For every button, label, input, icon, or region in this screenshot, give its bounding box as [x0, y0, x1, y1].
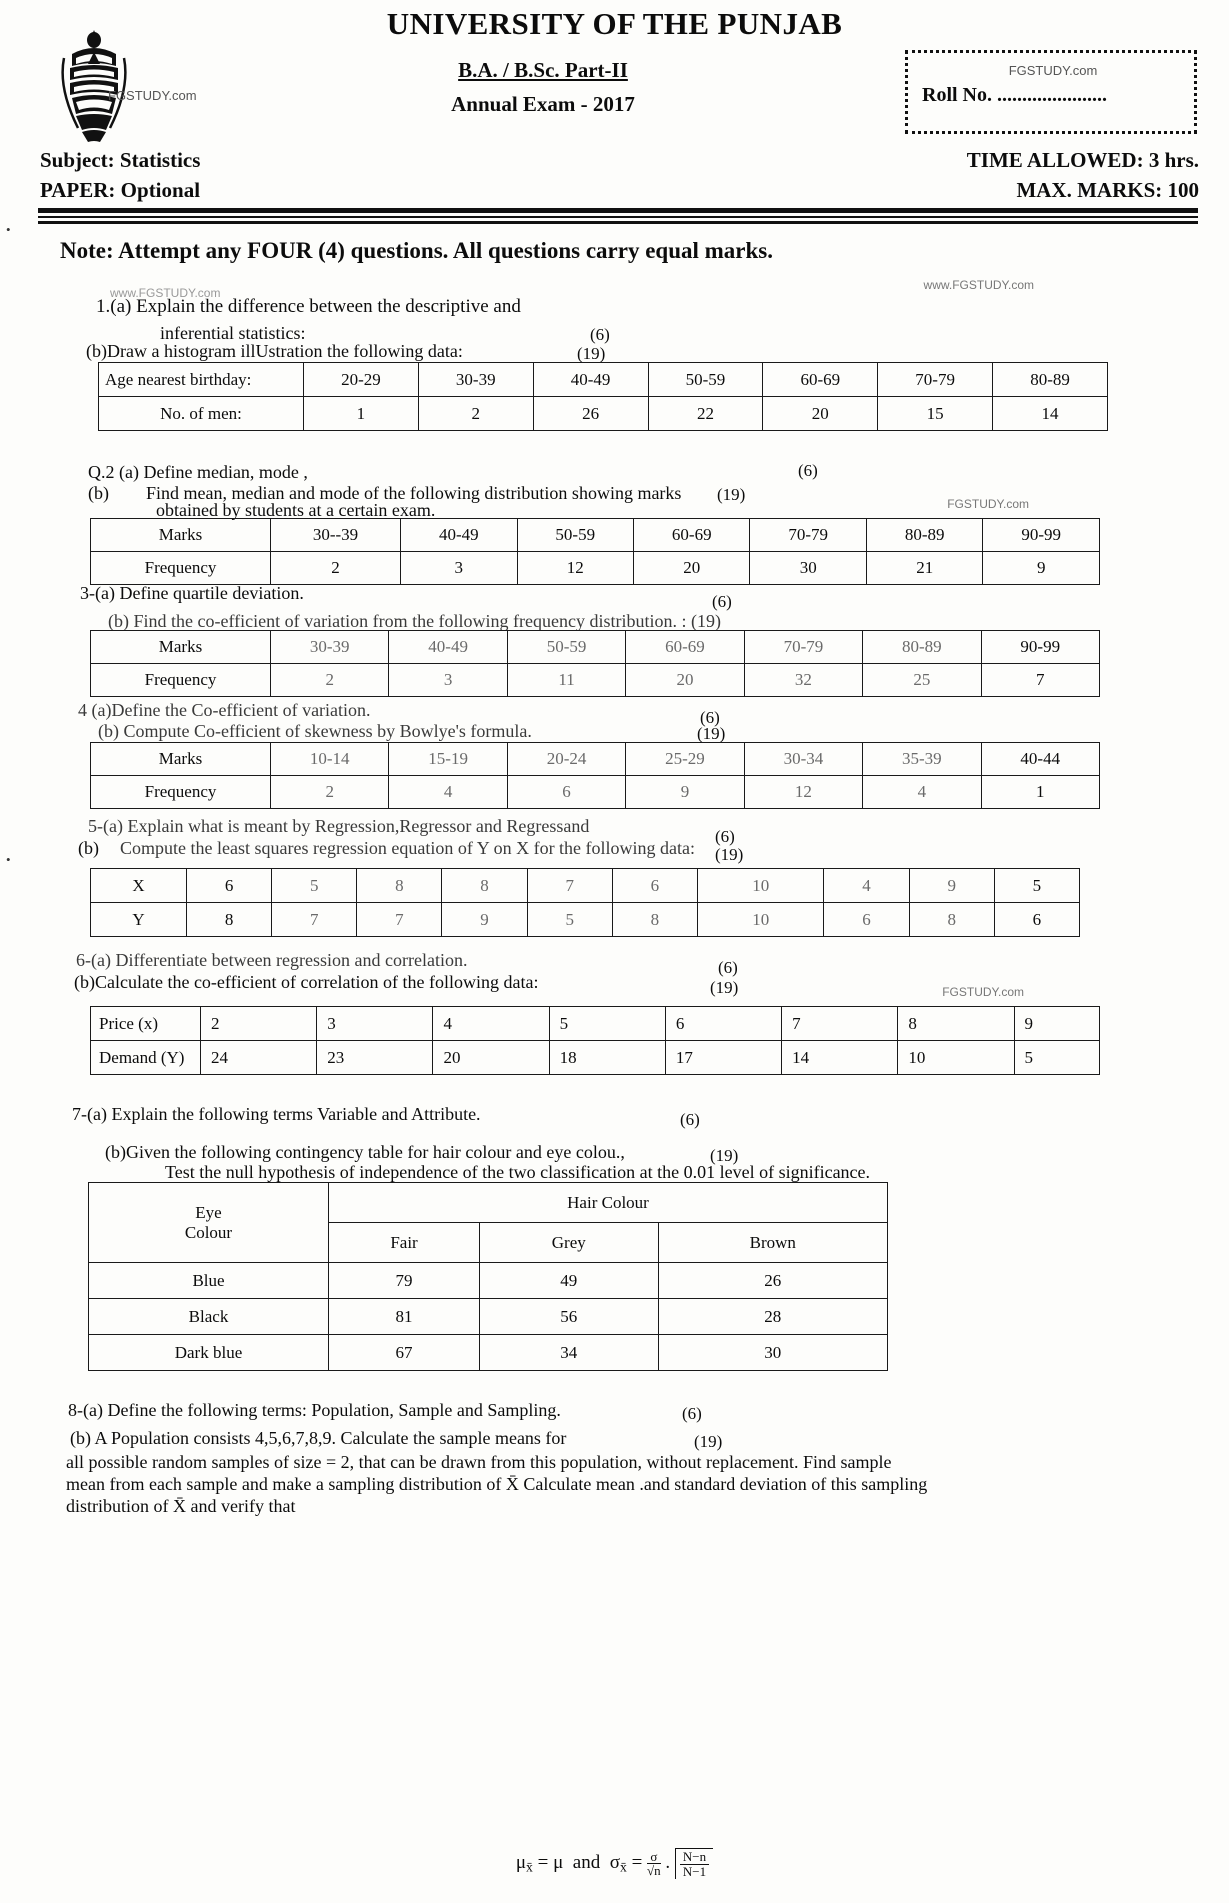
- cell: 9: [909, 869, 994, 903]
- cell: 2: [418, 397, 533, 431]
- question-3-a-marks: (6): [712, 592, 732, 611]
- cell: 80-89: [866, 519, 982, 552]
- cell: 12: [744, 776, 862, 809]
- question-5-b: Compute the least squares regression equation of Y on X for the following data:: [120, 838, 696, 858]
- cell: 1: [304, 397, 419, 431]
- question-8-b-line4: distribution of X̄ and verify that: [66, 1496, 296, 1516]
- cell: 50-59: [507, 631, 625, 664]
- cell: 25-29: [626, 743, 744, 776]
- corner-line-2: Colour: [184, 1222, 233, 1242]
- cell: 8: [612, 903, 697, 937]
- column-header: Brown: [658, 1223, 888, 1263]
- cell: 20-24: [507, 743, 625, 776]
- formula-and: and: [572, 1852, 601, 1873]
- row-label: Dark blue: [89, 1335, 329, 1371]
- question-5-a: 5-(a) Explain what is meant by Regression,Regressor and Regressand: [88, 816, 590, 836]
- cell: 30-34: [744, 743, 862, 776]
- cell: 90-99: [981, 631, 1099, 664]
- formula-sigma-over-sqrtn: $\frac{\sigma}{√n}$: [647, 1848, 661, 1879]
- cell: 6: [665, 1007, 781, 1041]
- formula-fpc-radical: $\frac{N-n}{N-1}$: [675, 1848, 713, 1879]
- watermark-section-6: FGSTUDY.com: [942, 985, 1024, 999]
- cell: 26: [658, 1263, 888, 1299]
- cell: 30-39: [271, 631, 389, 664]
- instructions-note: Note: Attempt any FOUR (4) questions. All questions carry equal marks.: [60, 238, 773, 263]
- column-header: Fair: [329, 1223, 480, 1263]
- cell: 9: [1014, 1007, 1099, 1041]
- cell: 3: [401, 552, 517, 585]
- cell: 8: [187, 903, 272, 937]
- cell: 2: [201, 1007, 317, 1041]
- cell: 3: [317, 1007, 433, 1041]
- table-row: [89, 1299, 888, 1335]
- cell: 80-89: [863, 631, 981, 664]
- cell: 56: [480, 1299, 658, 1335]
- table-row: [91, 903, 1080, 937]
- question-5-a-marks: (6): [715, 827, 735, 846]
- watermark-top-left: www.FGSTUDY.com: [110, 286, 221, 300]
- cell: 8: [909, 903, 994, 937]
- watermark-section-2: FGSTUDY.com: [947, 497, 1029, 511]
- cell: 79: [329, 1263, 480, 1299]
- question-1-b: (b)Draw a histogram illUstration the following data:: [86, 341, 463, 361]
- question-7-a-marks: (6): [680, 1110, 700, 1129]
- table-row: [89, 1263, 888, 1299]
- question-1-table: [98, 362, 1108, 431]
- formula-mu: μ: [553, 1852, 564, 1873]
- cell: 30: [658, 1335, 888, 1371]
- cell: 70-79: [744, 631, 862, 664]
- question-7-b: (b)Given the following contingency table for hair colour and eye colou.,: [105, 1142, 625, 1162]
- watermark-top-right: www.FGSTUDY.com: [923, 278, 1034, 292]
- formula-sigma-xbar: $\sigma_{x̄}$: [609, 1852, 627, 1875]
- cell: 32: [744, 664, 862, 697]
- cell: 30-39: [418, 363, 533, 397]
- cell: 7: [782, 1007, 898, 1041]
- table-row: [91, 1007, 1100, 1041]
- question-6-a: 6-(a) Differentiate between regression and correlation.: [76, 950, 468, 970]
- cell: 40-49: [389, 631, 507, 664]
- university-crest-logo: [48, 28, 140, 146]
- question-2-b: Find mean, median and mode of the following distribution showing marks: [146, 483, 682, 503]
- time-allowed-label: TIME ALLOWED: 3 hrs.: [966, 148, 1199, 172]
- page-edge-mark-1: •: [6, 222, 11, 237]
- corner-header: [89, 1183, 329, 1263]
- cell: 10-14: [271, 743, 389, 776]
- question-2-table: [90, 518, 1100, 585]
- cell: 18: [549, 1041, 665, 1075]
- cell: 11: [507, 664, 625, 697]
- question-6-b-marks: (19): [710, 978, 739, 997]
- cell: 80-89: [993, 363, 1108, 397]
- corner-line-1: Eye: [195, 1202, 222, 1222]
- cell: 50-59: [517, 519, 633, 552]
- class-line: B.A. / B.Sc. Part-II: [458, 58, 628, 82]
- row-label: Frequency: [91, 552, 271, 585]
- cell: 4: [863, 776, 981, 809]
- row-label: X: [91, 869, 187, 903]
- cell: 6: [507, 776, 625, 809]
- question-1-a: 1.(a) Explain the difference between the descriptive and: [96, 296, 521, 317]
- table-row: [91, 869, 1080, 903]
- question-7-a: 7-(a) Explain the following terms Variable and Attribute.: [72, 1104, 481, 1124]
- table-row: [99, 397, 1108, 431]
- row-label: Age nearest birthday:: [99, 363, 304, 397]
- formula-equals-1: =: [537, 1852, 549, 1873]
- question-1-b-marks: (19): [577, 344, 606, 363]
- cell: 8: [357, 869, 442, 903]
- question-4-a-marks: (6): [700, 708, 720, 727]
- crest-watermark: FGSTUDY.com: [108, 88, 197, 103]
- cell: 10: [697, 903, 824, 937]
- question-2-b-cont: obtained by students at a certain exam.: [156, 500, 436, 520]
- cell: 10: [898, 1041, 1014, 1075]
- page-edge-mark-2: •: [6, 852, 11, 867]
- cell: 26: [533, 397, 648, 431]
- cell: 30: [750, 552, 866, 585]
- cell: 5: [549, 1007, 665, 1041]
- table-row: [91, 776, 1100, 809]
- question-6-table: [90, 1006, 1100, 1075]
- page-title: UNIVERSITY OF THE PUNJAB: [386, 6, 843, 41]
- roll-number-field[interactable]: Roll No. ......................: [922, 84, 1107, 106]
- cell: 40-44: [981, 743, 1099, 776]
- question-1-a-cont: inferential statistics:: [160, 323, 306, 343]
- cell: 2: [271, 776, 389, 809]
- row-label: Price (x): [91, 1007, 201, 1041]
- cell: 35-39: [863, 743, 981, 776]
- question-2-a-marks: (6): [798, 461, 818, 480]
- question-1-a-marks: (6): [590, 325, 610, 344]
- cell: 34: [480, 1335, 658, 1371]
- column-header: Grey: [480, 1223, 658, 1263]
- table-row: [91, 519, 1100, 552]
- question-3-a: 3-(a) Define quartile deviation.: [80, 583, 304, 603]
- row-label: Marks: [91, 519, 271, 552]
- row-label: Frequency: [91, 664, 271, 697]
- question-2-b-marks: (19): [717, 485, 746, 504]
- cell: 60-69: [626, 631, 744, 664]
- question-5-b-marks: (19): [715, 845, 744, 864]
- cell: 28: [658, 1299, 888, 1335]
- paper-label: PAPER: Optional: [40, 178, 201, 202]
- cell: 12: [517, 552, 633, 585]
- cell: 2: [271, 552, 401, 585]
- row-label: No. of men:: [99, 397, 304, 431]
- rollbox-watermark: FGSTUDY.com: [1008, 63, 1098, 78]
- cell: 3: [389, 664, 507, 697]
- question-8-a: 8-(a) Define the following terms: Population, Sample and Sampling.: [68, 1400, 561, 1420]
- cell: 20: [433, 1041, 549, 1075]
- cell: 6: [187, 869, 272, 903]
- header-divider: [38, 208, 1198, 224]
- row-label: Demand (Y): [91, 1041, 201, 1075]
- question-7-b-cont: Test the null hypothesis of independence of the two classification at the 0.01 level of significance.: [165, 1162, 871, 1182]
- cell: 49: [480, 1263, 658, 1299]
- table-row: [99, 363, 1108, 397]
- table-row: [91, 664, 1100, 697]
- table-row: [91, 1041, 1100, 1075]
- cell: 70-79: [750, 519, 866, 552]
- cell: 7: [272, 903, 357, 937]
- cell: 2: [271, 664, 389, 697]
- cell: 20: [763, 397, 878, 431]
- cell: 20-29: [304, 363, 419, 397]
- cell: 7: [357, 903, 442, 937]
- roll-number-box: [905, 50, 1197, 134]
- subject-label: Subject: Statistics: [40, 148, 201, 172]
- cell: 17: [665, 1041, 781, 1075]
- cell: 67: [329, 1335, 480, 1371]
- row-label: Blue: [89, 1263, 329, 1299]
- cell: 4: [433, 1007, 549, 1041]
- question-2-b-marker: (b): [88, 483, 109, 503]
- exam-identity-block: [398, 58, 688, 117]
- max-marks-label: MAX. MARKS: 100: [1016, 178, 1199, 202]
- cell: 25: [863, 664, 981, 697]
- row-label: Black: [89, 1299, 329, 1335]
- question-7-b-marks: (19): [710, 1146, 739, 1165]
- table-row: [91, 631, 1100, 664]
- question-8-b-line2: all possible random samples of size = 2, that can be drawn from this population, without replacement. Find sample: [66, 1452, 892, 1472]
- formula-dot: .: [665, 1852, 671, 1873]
- question-7-contingency-table: [88, 1182, 888, 1371]
- cell: 5: [527, 903, 612, 937]
- cell: 9: [626, 776, 744, 809]
- question-3-table: [90, 630, 1100, 697]
- cell: 9: [442, 903, 527, 937]
- cell: 81: [329, 1299, 480, 1335]
- cell: 14: [993, 397, 1108, 431]
- cell: 5: [994, 869, 1079, 903]
- cell: 5: [272, 869, 357, 903]
- question-8-b: (b) A Population consists 4,5,6,7,8,9. Calculate the sample means for: [70, 1428, 567, 1448]
- formula-equals-2: =: [631, 1852, 643, 1873]
- cell: 60-69: [634, 519, 750, 552]
- cell: 40-49: [533, 363, 648, 397]
- cell: 5: [1014, 1041, 1099, 1075]
- cell: 6: [994, 903, 1079, 937]
- question-4-b-marks: (19): [697, 724, 726, 743]
- cell: 60-69: [763, 363, 878, 397]
- cell: 6: [824, 903, 909, 937]
- cell: 23: [317, 1041, 433, 1075]
- cell: 1: [981, 776, 1099, 809]
- row-label: Y: [91, 903, 187, 937]
- table-row: [91, 743, 1100, 776]
- cell: 4: [389, 776, 507, 809]
- cell: 8: [898, 1007, 1014, 1041]
- question-4-b: (b) Compute Co-efficient of skewness by Bowlye's formula.: [98, 721, 532, 741]
- cell: 90-99: [983, 519, 1100, 552]
- question-6-b: (b)Calculate the co-efficient of correlation of the following data:: [74, 972, 539, 992]
- cell: 7: [527, 869, 612, 903]
- row-label: Frequency: [91, 776, 271, 809]
- cell: 24: [201, 1041, 317, 1075]
- row-label: Marks: [91, 631, 271, 664]
- exam-line: Annual Exam - 2017: [451, 92, 635, 116]
- question-5-b-marker: (b): [78, 838, 99, 858]
- question-4-table: [90, 742, 1100, 809]
- cell: 7: [981, 664, 1099, 697]
- cell: 22: [648, 397, 763, 431]
- question-2-a: Q.2 (a) Define median, mode ,: [88, 462, 308, 482]
- cell: 30--39: [271, 519, 401, 552]
- cell: 20: [626, 664, 744, 697]
- cell: 40-49: [401, 519, 517, 552]
- cell: 15: [878, 397, 993, 431]
- group-header: Hair Colour: [329, 1183, 888, 1223]
- cell: 15-19: [389, 743, 507, 776]
- cell: 14: [782, 1041, 898, 1075]
- cell: 70-79: [878, 363, 993, 397]
- question-8-formula: [0, 1848, 1229, 1879]
- cell: 20: [634, 552, 750, 585]
- question-4-a: 4 (a)Define the Co-efficient of variation.: [78, 700, 371, 720]
- cell: 10: [697, 869, 824, 903]
- question-8-b-line3: mean from each sample and make a sampling distribution of X̄ Calculate mean .and standard deviation of this sampling: [66, 1474, 928, 1494]
- question-5-table: [90, 868, 1080, 937]
- cell: 6: [612, 869, 697, 903]
- formula-mu-xbar: $\mu_{x̄}$: [515, 1852, 533, 1875]
- row-label: Marks: [91, 743, 271, 776]
- table-row: [91, 552, 1100, 585]
- question-8-b-marks: (19): [694, 1432, 723, 1451]
- cell: 4: [824, 869, 909, 903]
- question-6-a-marks: (6): [718, 958, 738, 977]
- question-8-a-marks: (6): [682, 1404, 702, 1423]
- question-3-b: (b) Find the co-efficient of variation from the following frequency distribution. : (19): [108, 611, 722, 631]
- table-row: [89, 1183, 888, 1223]
- cell: 9: [983, 552, 1100, 585]
- cell: 8: [442, 869, 527, 903]
- table-row: [89, 1335, 888, 1371]
- cell: 50-59: [648, 363, 763, 397]
- cell: 21: [866, 552, 982, 585]
